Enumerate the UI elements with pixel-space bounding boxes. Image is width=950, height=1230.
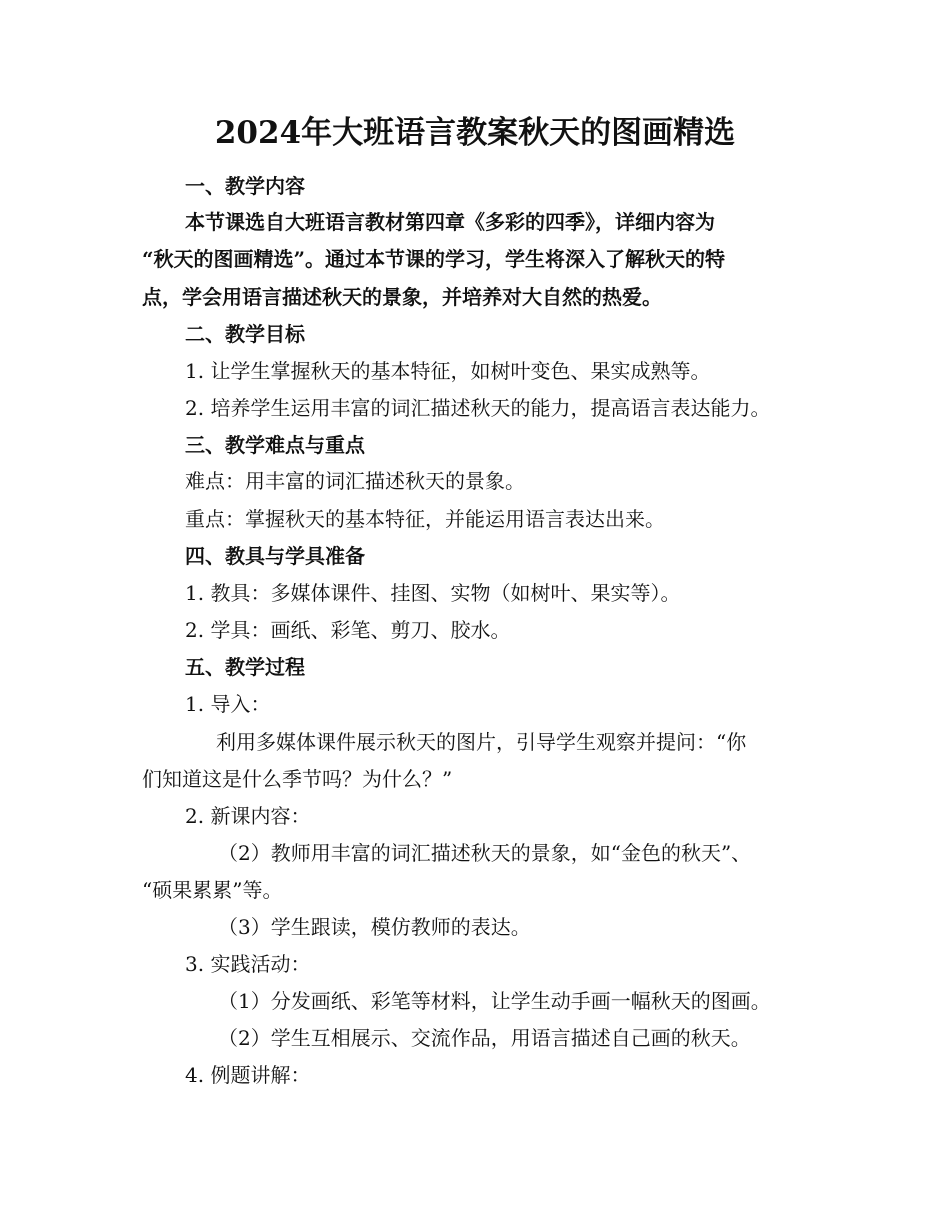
- section-heading-objectives: 二、教学目标: [185, 322, 305, 346]
- step-heading: 2. 新课内容：: [185, 804, 311, 828]
- focus-text: 重点：掌握秋天的基本特征，并能运用语言表达出来。: [185, 507, 665, 531]
- difficulty-text: 难点：用丰富的词汇描述秋天的景象。: [185, 469, 525, 493]
- list-item: 2. 学具：画纸、彩笔、剪刀、胶水。: [185, 618, 511, 642]
- paragraph-line: 们知道这是什么季节吗？为什么？”: [142, 767, 453, 791]
- paragraph-line: “硕果累累”等。: [142, 878, 283, 902]
- document-title: 2024年大班语言教案秋天的图画精选: [214, 115, 736, 151]
- paragraph-line: 本节课选自大班语言教材第四章《多彩的四季》，详细内容为: [185, 210, 715, 234]
- section-heading-difficulties: 三、教学难点与重点: [185, 433, 365, 457]
- step-heading: 1. 导入：: [185, 692, 271, 716]
- list-item: 1. 让学生掌握秋天的基本特征，如树叶变色、果实成熟等。: [185, 359, 711, 383]
- section-heading-process: 五、教学过程: [185, 655, 305, 679]
- paragraph-line: 点，学会用语言描述秋天的景象，并培养对大自然的热爱。: [142, 285, 662, 309]
- paragraph-line: “秋天的图画精选”。通过本节课的学习，学生将深入了解秋天的特: [142, 247, 726, 271]
- section-heading-materials: 四、教具与学具准备: [185, 544, 365, 568]
- paragraph-line: （3）学生跟读，模仿教师的表达。: [218, 915, 531, 939]
- step-heading: 3. 实践活动：: [185, 952, 311, 976]
- paragraph-line: （2）教师用丰富的词汇描述秋天的景象，如“金色的秋天”、: [218, 841, 752, 865]
- paragraph-line: （2）学生互相展示、交流作品，用语言描述自己画的秋天。: [218, 1026, 751, 1050]
- paragraph-line: （1）分发画纸、彩笔等材料，让学生动手画一幅秋天的图画。: [218, 989, 771, 1013]
- paragraph-line: 利用多媒体课件展示秋天的图片，引导学生观察并提问：“你: [216, 730, 747, 754]
- list-item: 1. 教具：多媒体课件、挂图、实物（如树叶、果实等）。: [185, 581, 681, 605]
- section-heading-content: 一、教学内容: [185, 174, 305, 198]
- list-item: 2. 培养学生运用丰富的词汇描述秋天的能力，提高语言表达能力。: [185, 396, 771, 420]
- step-heading: 4. 例题讲解：: [185, 1063, 311, 1087]
